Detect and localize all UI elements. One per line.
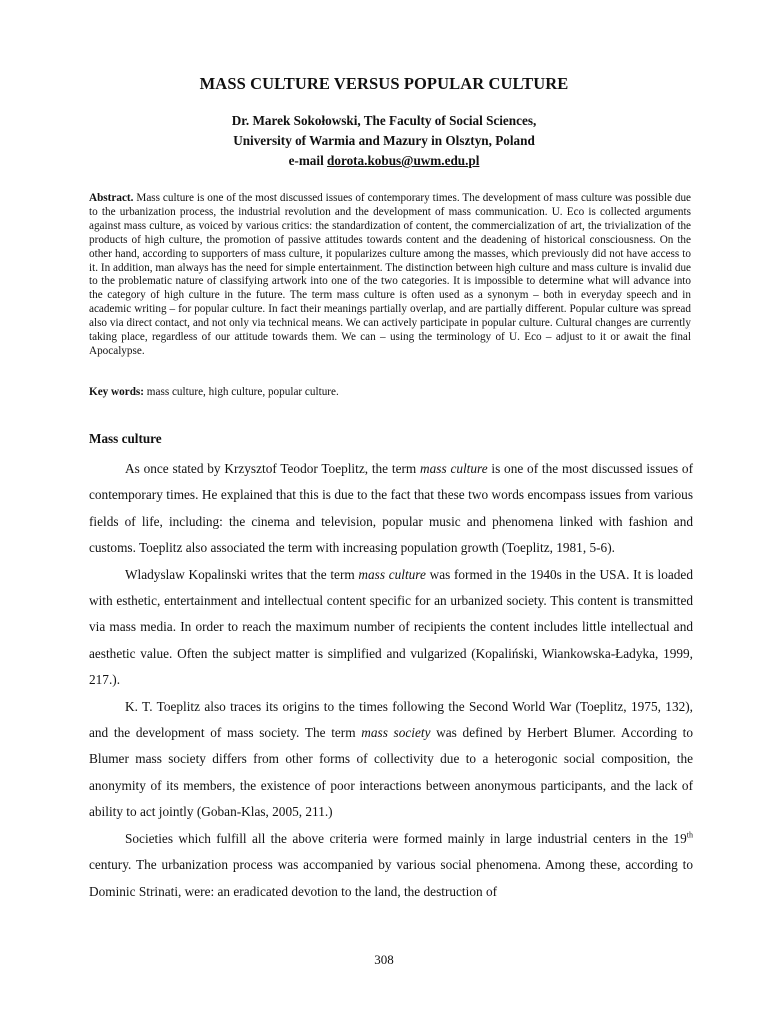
section-heading: Mass culture (89, 431, 162, 446)
author-block (0, 111, 768, 171)
paragraph-4: Societies which fulfill all the above criteria were formed mainly in large industrial centers in the 19th century. The urbanization process was accompanied by various social phenomena. Among these, according to Dominic Strinati, were: an eradicated devotion to the land, the destruction of (89, 830, 693, 899)
email-label: e-mail (288, 153, 328, 168)
body-text (89, 456, 693, 905)
paragraph-2: Wladyslaw Kopalinski writes that the term mass culture was formed in the 1940s in the USA. It is loaded with esthetic, entertainment and intellectual content specific for an urbanized society. This content is transmitted via mass media. In order to reach the maximum number of recipients the content includes little intellectual and aesthetic value. Often the subject matter is simplified and vulgarized (Kopaliński, Wiankowska-Ładyka, 1999, 217.). (89, 566, 693, 688)
email-link[interactable]: dorota.kobus@uwm.edu.pl (327, 153, 480, 168)
abstract (89, 192, 691, 359)
email-line (0, 151, 768, 171)
paragraph-1: As once stated by Krzysztof Teodor Toeplitz, the term mass culture is one of the most discussed issues of contemporary times. He explained that this is due to the fact that these two words encompass issues from various fields of life, including: the cinema and television, popular music and phenomena linked with fashion and customs. Toeplitz also associated the term with increasing population growth (Toeplitz, 1981, 5-6). (89, 461, 693, 556)
paper-title: MASS CULTURE VERSUS POPULAR CULTURE (199, 74, 569, 93)
author-line-1: Dr. Marek Sokołowski, The Faculty of Social Sciences, (231, 113, 537, 128)
emphasis: mass culture (420, 461, 488, 476)
page-number: 308 (374, 952, 394, 967)
keywords-text: mass culture, high culture, popular culture. (146, 386, 339, 398)
emphasis: mass society (361, 725, 431, 741)
keywords-label: Key words: (89, 386, 144, 398)
keywords (89, 386, 691, 400)
superscript: th (686, 830, 693, 840)
paragraph-3: K. T. Toeplitz also traces its origins to the times following the Second World War (Toeplitz, 1975, 132), and the development of mass society. The term mass society was defined by Herbert Blumer. According to Blumer mass society differs from other forms of collectivity due to a heterogonic social composition, the anonymity of its members, the existence of poor interactions between anonymous participants, and the lack of ability to act jointly (Goban-Klas, 2005, 211.) (89, 698, 693, 820)
emphasis: mass culture (358, 566, 426, 582)
author-line-2: University of Warmia and Mazury in Olsztyn, Poland (233, 133, 535, 148)
abstract-text: Mass culture is one of the most discussed issues of contemporary times. The development of mass culture was possible due to the urbanization process, the industrial revolution and the development of mass communication. U. Eco is collected arguments against mass culture, as voiced by various critics: the standardization of content, the commercialization of art, the trivialization of the products of high culture, the promotion of passive attitudes towards content and the deadening of historical consciousness. On the other hand, according to supporters of mass culture, it popularizes culture among the masses, which previously did not have access to it. In addition, man always has the need for simple entertainment. The distinction between high culture and mass culture is invalid due to the problematic nature of classifying artwork into one of the two categories. It is impossible to determine what will advance into the category of high culture in the future. The term mass culture is often used as a synonym – both in everyday speech and in academic writing – for popular culture. In fact their meanings partially overlap, and are partially different. Popular culture was spread also via direct contact, and not only via technical means. We can actively participate in popular culture. Cultural changes are currently taking place, regardless of our attitude towards them. We can – using the terminology of U. Eco – adjust to it or await the final Apocalypse. (89, 192, 692, 357)
abstract-label: Abstract. (89, 192, 134, 204)
